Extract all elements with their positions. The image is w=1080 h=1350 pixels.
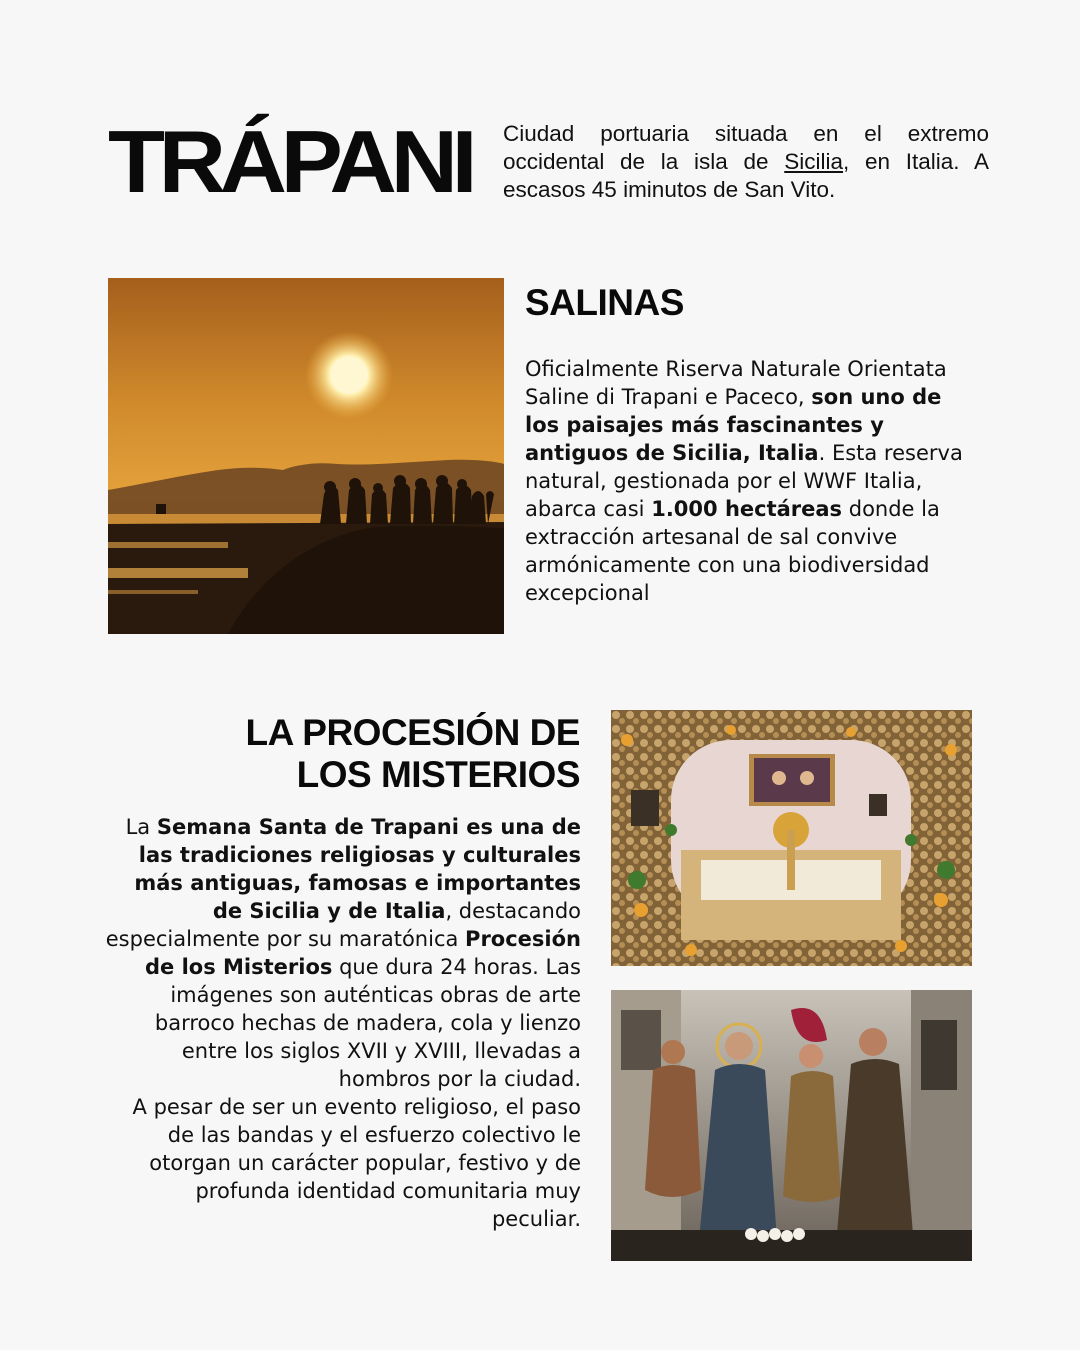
sicilia-link[interactable]: Sicilia xyxy=(784,149,844,174)
procesion-text-part: La xyxy=(125,815,157,839)
altar-photo xyxy=(611,710,972,966)
salinas-text-bold: son uno de los paisajes más fascinantes y antiguos de Sicilia, Italia xyxy=(525,385,942,465)
salinas-heading: SALINAS xyxy=(525,282,684,323)
salinas-text-part: . Esta reserva natural, gestionada por el WWF Italia, abarca casi xyxy=(525,441,963,521)
procesion-text-part: A pesar de ser un evento religioso, el paso de las bandas y el esfuerzo colectivo le otorgan un carácter popular, festivo y de profunda identidad comunitaria muy peculiar. xyxy=(132,1095,581,1231)
salinas-text-bold: 1.000 hectáreas xyxy=(651,497,843,521)
procesion-text-bold: es una de las tradiciones religiosas y culturales más antiguas, famosas e importantes de Sicilia y de Italia xyxy=(134,815,581,923)
procesion-text-part: , destacando especialmente por su maratónica xyxy=(105,899,581,951)
intro-text-part: Ciudad portuaria situada en el extremo occidental de la isla de xyxy=(503,121,989,174)
procesion-text-bold: Procesión de los Misterios xyxy=(145,927,581,979)
intro-text-part: , en Italia. A escasos 45 iminutos de San Vito. xyxy=(503,149,989,202)
salinas-text xyxy=(525,355,975,607)
salinas-text-part: Oficialmente Riserva Naturale Orientata Saline di Trapani e Paceco, xyxy=(525,357,947,409)
procesion-heading-line: LA PROCESIÓN DE xyxy=(245,712,580,753)
intro-text xyxy=(503,120,989,204)
procesion-text xyxy=(104,813,581,1233)
procesion-heading xyxy=(170,712,580,796)
salinas-text-part: donde la extracción artesanal de sal convive armónicamente con una biodiversidad excepcional xyxy=(525,497,940,605)
misterios-statues-photo xyxy=(611,990,972,1261)
procesion-heading-line: LOS MISTERIOS xyxy=(296,754,580,795)
procesion-text-part: que dura 24 horas. Las imágenes son auténticas obras de arte barroco hechas de madera, cola y lienzo entre los siglos XVII y XVIII, llevadas a hombros por la ciudad. xyxy=(154,955,581,1091)
page-title: TRÁPANI xyxy=(108,112,472,211)
procesion-text-bold: Semana Santa de Trapani xyxy=(156,815,459,839)
salinas-sunset-photo xyxy=(108,278,504,634)
